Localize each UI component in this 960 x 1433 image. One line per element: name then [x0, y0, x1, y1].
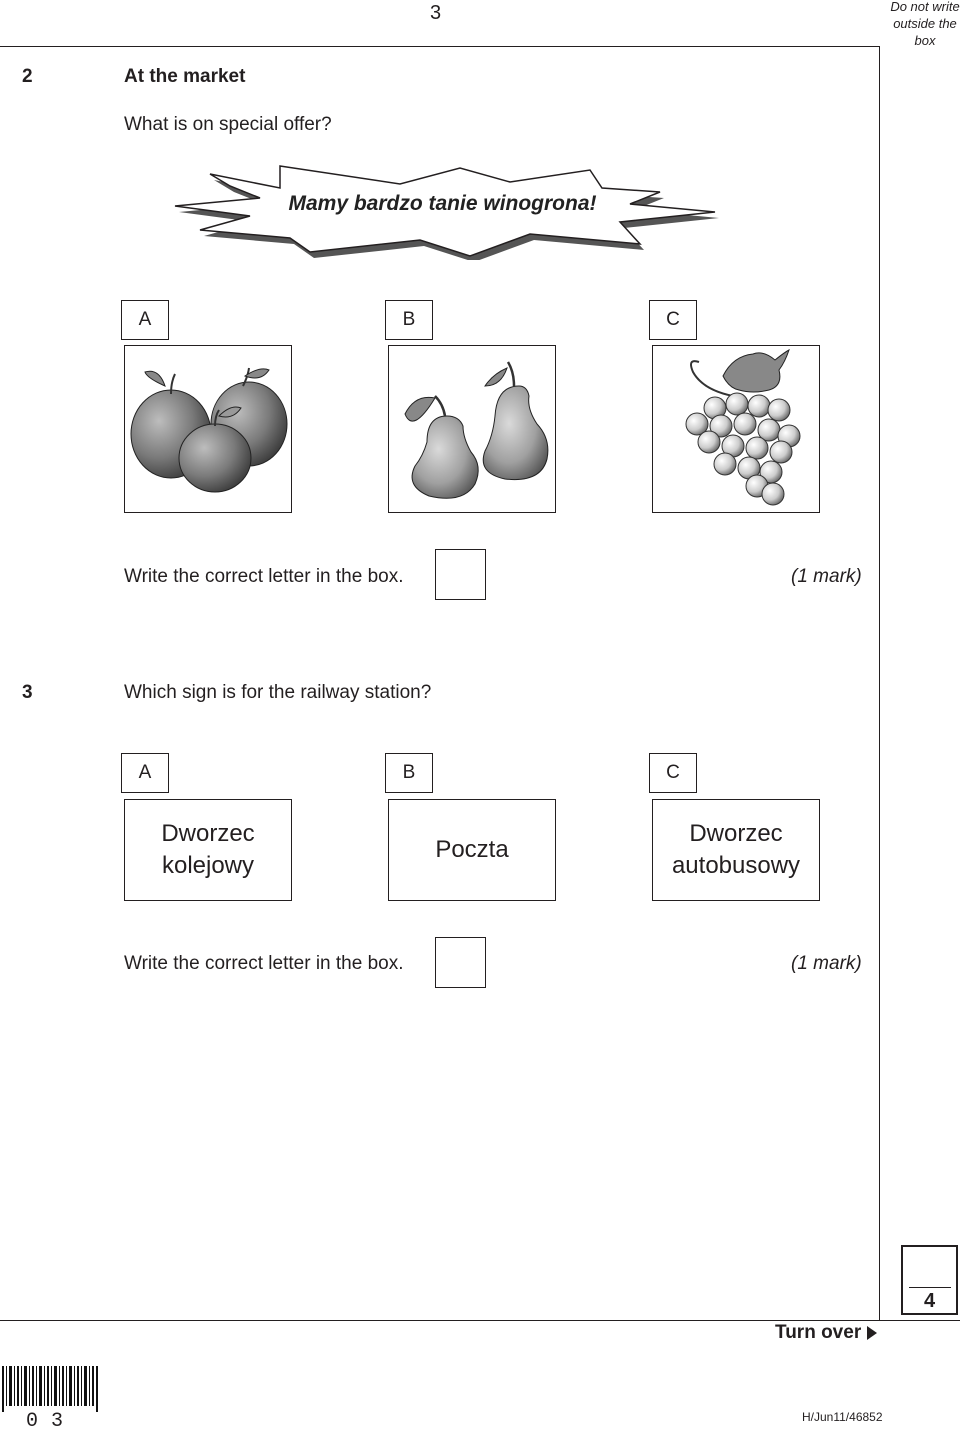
- sign-b: [388, 799, 556, 901]
- option-b-picture: [388, 345, 556, 513]
- barcode-icon: [2, 1366, 100, 1412]
- option-c-label: C: [649, 300, 697, 340]
- play-arrow-icon: [867, 1326, 877, 1340]
- option-a-label: A: [121, 753, 169, 793]
- option-a-label: A: [121, 300, 169, 340]
- margin-note-line: box: [914, 33, 936, 48]
- option-b-label: B: [385, 300, 433, 340]
- question-2-title: At the market: [124, 66, 246, 87]
- option-c-label: C: [649, 753, 697, 793]
- option-c-picture: [652, 345, 820, 513]
- question-3-number: 3: [22, 682, 33, 703]
- turn-over: [775, 1322, 877, 1344]
- page-number: 3: [430, 2, 442, 24]
- score-total: 4: [923, 1290, 936, 1312]
- option-a-picture: [124, 345, 292, 513]
- speech-bubble-text: Mamy bardzo tanie winogrona!: [288, 192, 597, 215]
- question-3-prompt: Which sign is for the railway station?: [124, 682, 432, 703]
- question-3-instruction: Write the correct letter in the box.: [124, 953, 404, 974]
- question-2-instruction: Write the correct letter in the box.: [124, 566, 404, 587]
- paper-reference: H/Jun11/46852: [802, 1410, 883, 1424]
- question-2-prompt: What is on special offer?: [124, 114, 332, 135]
- sign-c-line: Dworzec: [689, 820, 783, 847]
- question-3-answer-box[interactable]: [435, 937, 486, 988]
- option-b-label: B: [385, 753, 433, 793]
- question-2-answer-box[interactable]: [435, 549, 486, 600]
- grapes-icon: [653, 346, 819, 512]
- apples-icon: [125, 346, 291, 512]
- sign-a: [124, 799, 292, 901]
- pears-icon: [389, 346, 555, 512]
- sign-a-line: kolejowy: [161, 852, 255, 879]
- score-line: [909, 1287, 951, 1288]
- margin-note: [885, 0, 960, 49]
- question-2-number: 2: [22, 66, 33, 87]
- turn-over-label: Turn over: [775, 1322, 862, 1343]
- sign-c-line: autobusowy: [671, 852, 801, 879]
- sign-c: [652, 799, 820, 901]
- question-3-mark: (1 mark): [791, 953, 862, 974]
- sign-a-line: Dworzec: [161, 820, 255, 847]
- question-2-mark: (1 mark): [791, 566, 862, 587]
- margin-note-line: Do not write: [890, 0, 960, 14]
- sign-b-line: Poczta: [435, 836, 509, 863]
- speech-bubble: [170, 160, 720, 260]
- bottom-rule: [0, 1320, 960, 1321]
- barcode-digits: 03: [26, 1410, 77, 1433]
- margin-note-line: outside the: [893, 16, 957, 31]
